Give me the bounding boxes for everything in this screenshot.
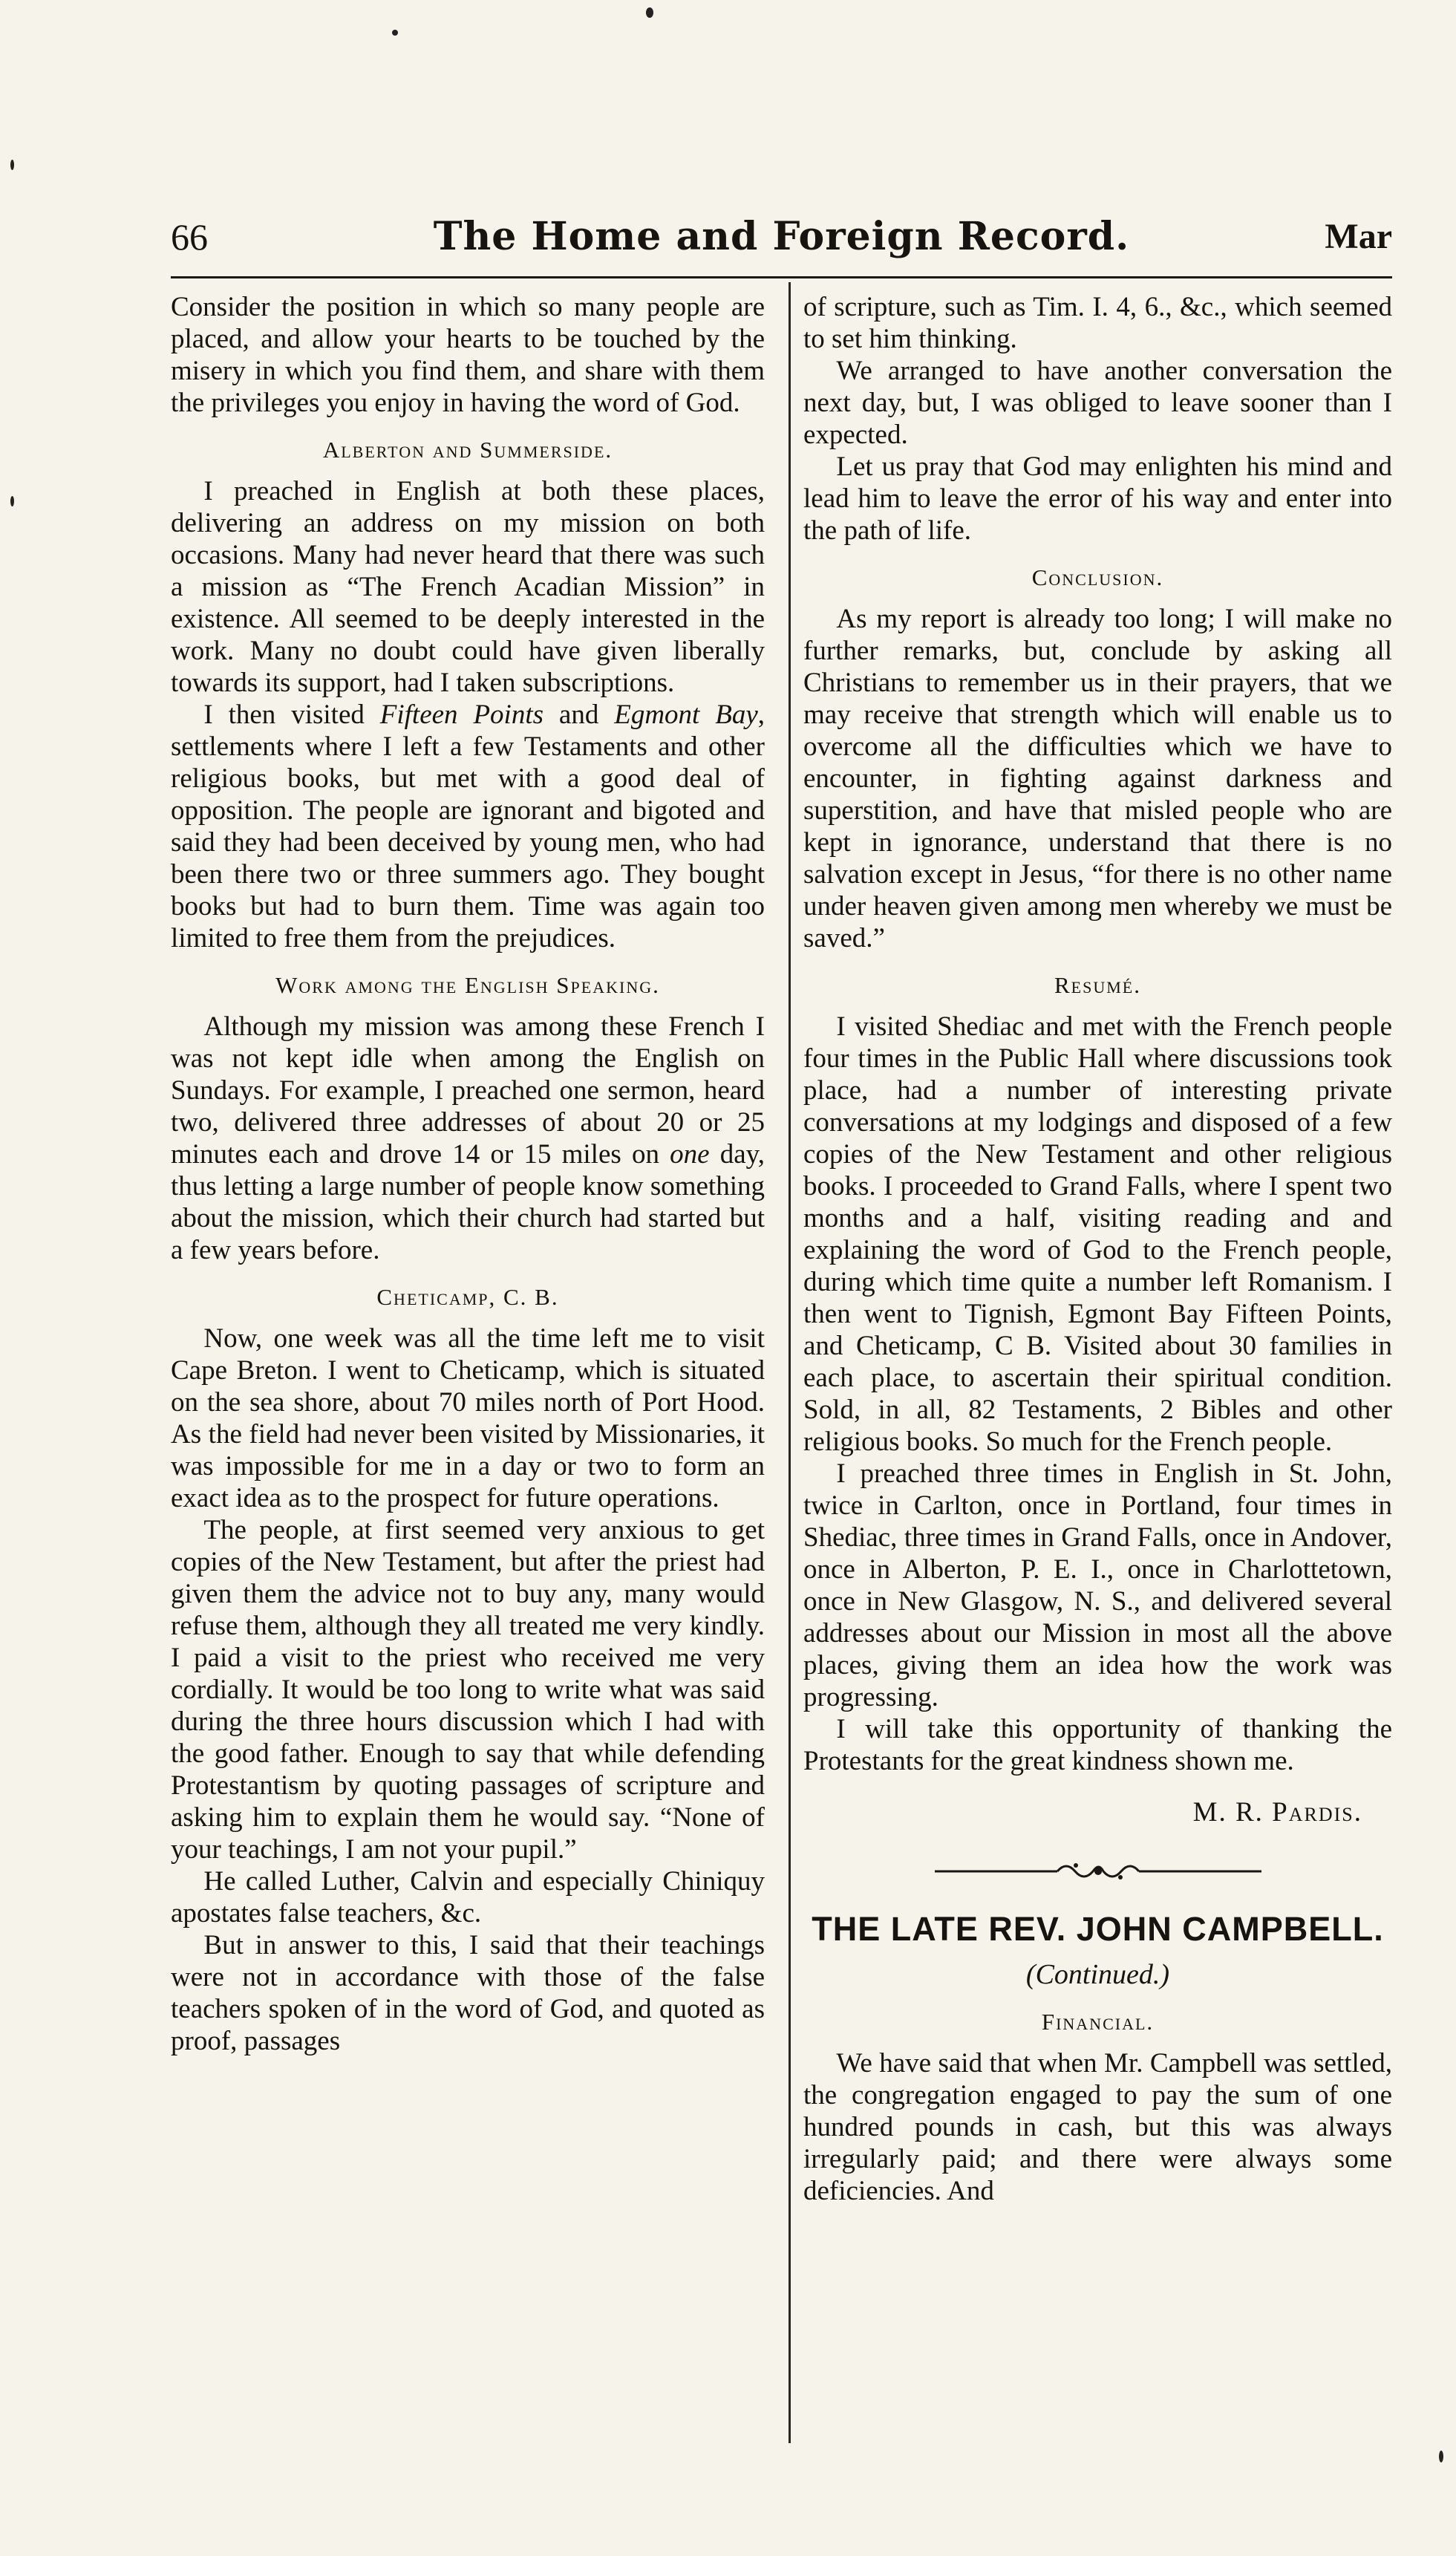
- section-heading-financial: Financial.: [1041, 2009, 1155, 2035]
- continued-note: (Continued.): [1025, 1959, 1170, 1990]
- signature: M. R. Pardis.: [1192, 1797, 1362, 1828]
- page-header: [171, 211, 1392, 263]
- emphasis: one: [670, 1139, 710, 1170]
- paragraph: I preached in English at both these places, delivering an address on my mission on both occasions. Many had never heard that there was such a mission as “The French Acadian Mission” in existence. All seemed to be deeply interested in the work. Many no doubt could have given liberally towards its support, had I taken subscriptions.: [171, 476, 765, 698]
- right-column: [803, 291, 1392, 2207]
- scan-speck: [10, 160, 14, 170]
- scan-speck: [392, 30, 398, 36]
- section-heading-conclusion: Conclusion.: [1031, 564, 1164, 590]
- paragraph: Although my mission was among these French I was not kept idle when among the English on Sundays. For example, I preached one sermon, heard two, delivered three addresses of about 20 or 25 minutes each and drove 14 or 15 miles on one day, thus letting a large number of people know something about the mission, which their church had started but a few years before.: [171, 1011, 765, 1265]
- paragraph: We have said that when Mr. Campbell was settled, the congregation engaged to pay the sum of one hundred pounds in cash, but this was always irregularly paid; and there were always some deficiencies. And: [803, 2048, 1392, 2206]
- header-rule: [171, 276, 1392, 278]
- section-heading-alberton: Alberton and Summerside.: [322, 437, 613, 463]
- place-name: Egmont Bay: [614, 700, 758, 730]
- paragraph: But in answer to this, I said that their teachings were not in accordance with those of the false teachers spoken of in the word of God, and quoted as proof, passages: [171, 1930, 765, 2056]
- page-number: 66: [171, 216, 208, 258]
- left-column: [171, 291, 765, 2057]
- section-heading-cheticamp: Cheticamp, C. B.: [376, 1284, 559, 1310]
- journal-title: The Home and Foreign Record.: [433, 214, 1130, 259]
- paragraph: I preached three times in English in St. John, twice in Carlton, once in Portland, four times in Shediac, three times in Grand Falls, once in Andover, once in Alberton, P. E. I., once in Charlottetown, once in New Glasgow, N. S., and delivered several addresses about our Mission in most all the above places, giving them an idea how the work was progressing.: [803, 1458, 1392, 1712]
- column-divider: [789, 282, 791, 2443]
- ornament-divider-icon: [927, 1858, 1269, 1885]
- issue-month: Mar: [1325, 217, 1392, 256]
- place-name: Fifteen Points: [379, 700, 544, 730]
- section-heading-resume: Resumé.: [1054, 972, 1141, 998]
- paragraph: We arranged to have another conversation the next day, but, I was obliged to leave sooner than I expected.: [803, 356, 1392, 450]
- section-heading-english: Work among the English Speaking.: [275, 972, 660, 998]
- paragraph: Consider the position in which so many people are placed, and allow your hearts to be touched by the misery in which you find them, and share with them the privileges you enjoy in having the word of God.: [171, 292, 765, 418]
- paragraph: Let us pray that God may enlighten his mind and lead him to leave the error of his way and enter into the path of life.: [803, 451, 1392, 546]
- scan-speck: [646, 7, 653, 18]
- paragraph: I visited Shediac and met with the French people four times in the Public Hall where discussions took place, had a number of interesting private conversations at my lodgings and disposed of a few copies of the New Testament and other religious books. I proceeded to Grand Falls, where I spent two months and a half, visiting reading and and explaining the word of God to the French people, during which time quite a number left Romanism. I then went to Tignish, Egmont Bay Fifteen Points, and Cheticamp, C B. Visited about 30 families in each place, to ascertain their spiritual condition. Sold, in all, 82 Testaments, 2 Bibles and other religious books. So much for the French people.: [803, 1011, 1392, 1457]
- paragraph: of scripture, such as Tim. I. 4, 6., &c., which seemed to set him thinking.: [803, 292, 1392, 354]
- paragraph: I will take this opportunity of thanking the Protestants for the great kindness shown me.: [803, 1714, 1392, 1776]
- paragraph: He called Luther, Calvin and especially Chiniquy apostates false teachers, &c.: [171, 1866, 765, 1929]
- paragraph: As my report is already too long; I will make no further remarks, but, conclude by asking all Christians to remember us in their prayers, that we may receive that strength which will enable us to overcome all the difficulties which we have to encounter, in fighting against darkness and superstition, and have that misled people who are kept in ignorance, understand that there is no salvation except in Jesus, “for there is no other name under heaven given among men whereby we must be saved.”: [803, 604, 1392, 953]
- article-title: THE LATE REV. JOHN CAMPBELL.: [812, 1910, 1384, 1948]
- paragraph: The people, at first seemed very anxious to get copies of the New Testament, but after the priest had given them the advice not to buy any, many would refuse them, although they all treated me very kindly. I paid a visit to the priest who received me very cordially. It would be too long to write what was said during the three hours discussion which I had with the good father. Enough to say that while defending Protestantism by quoting passages of scripture and asking him to explain them he would say. “None of your teachings, I am not your pupil.”: [171, 1515, 765, 1865]
- scan-speck: [10, 496, 14, 506]
- paragraph: Now, one week was all the time left me to visit Cape Breton. I went to Cheticamp, which is situated on the sea shore, about 70 miles north of Port Hood. As the field had never been visited by Missionaries, it was impossible for me in a day or two to form an exact idea as to the prospect for future operations.: [171, 1323, 765, 1513]
- paragraph: I then visited Fifteen Points and Egmont Bay, settlements where I left a few Testaments and other religious books, but met with a good deal of opposition. The people are ignorant and bigoted and said they had been deceived by young men, who had been there two or three summers ago. They bought books but had to burn them. Time was again too limited to free them from the prejudices.: [171, 700, 765, 953]
- scan-speck: [1439, 2451, 1443, 2462]
